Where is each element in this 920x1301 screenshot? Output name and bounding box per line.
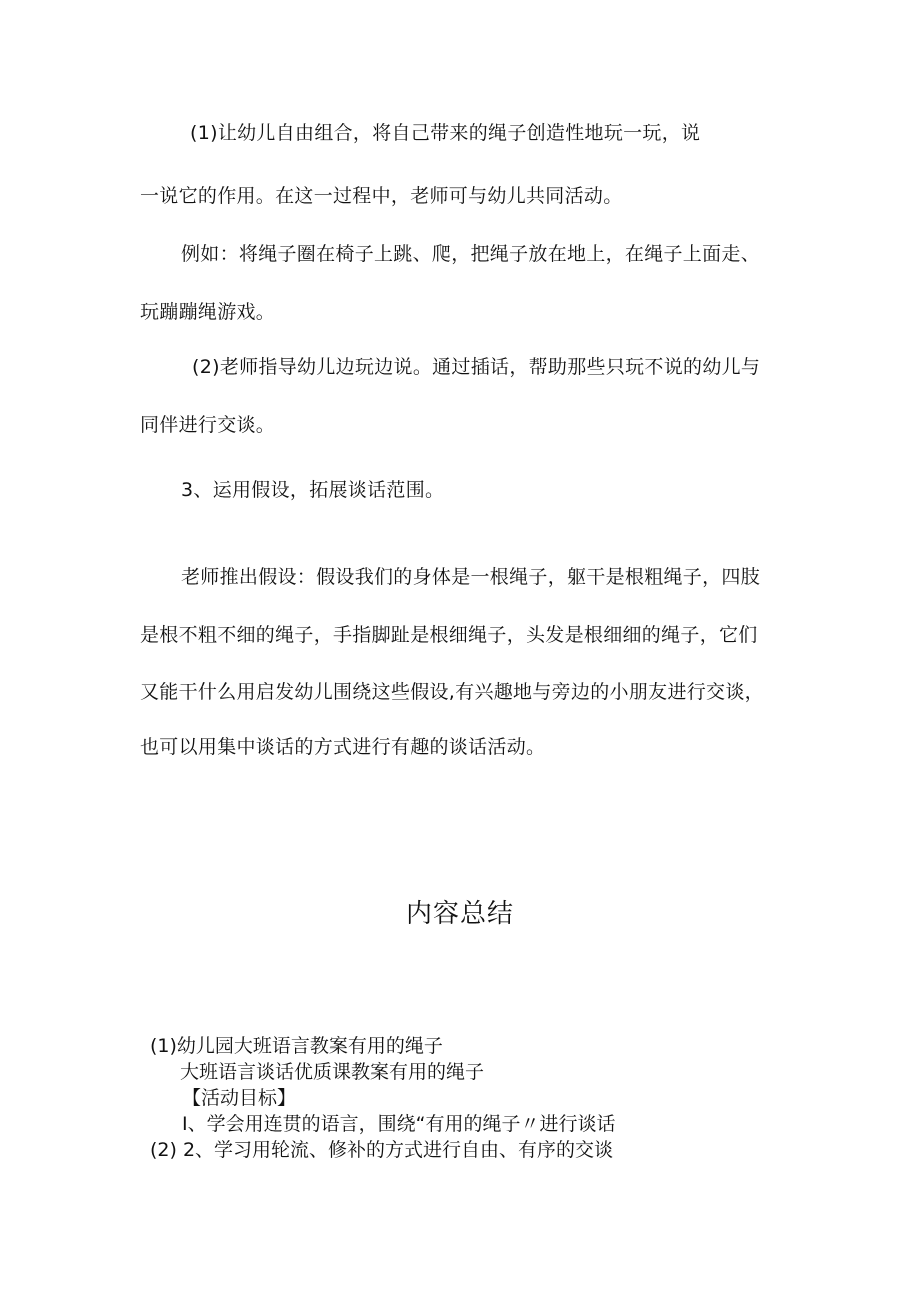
paragraph-line-2: 一说它的作用。在这一过程中，老师可与幼儿共同活动。 (140, 185, 623, 207)
paragraph-line-8: 是根不粗不细的绳子，手指脚趾是根细绳子，头发是根细细的绳子，它们 (140, 624, 758, 646)
paragraph-line-10: 也可以用集中谈话的方式进行有趣的谈话活动。 (140, 736, 546, 758)
paragraph-line-4: 玩蹦蹦绳游戏。 (140, 301, 276, 323)
paragraph-line-1: (1)让幼儿自由组合，将自己带来的绳子创造性地玩一玩，说 (190, 122, 701, 144)
paragraph-line-7: 老师推出假设：假设我们的身体是一根绳子，躯干是根粗绳子，四肢 (181, 566, 761, 588)
paragraph-line-6: 同伴进行交谈。 (140, 414, 276, 436)
summary-title: 内容总结 (405, 899, 514, 929)
paragraph-line-9: 又能干什么用启发幼儿围绕这些假设,有兴趣地与旁边的小朋友进行交谈， (140, 681, 764, 703)
paragraph-line-5: (2)老师指导幼儿边玩边说。通过插话，帮助那些只玩不说的幼儿与 (192, 356, 761, 378)
summary-line-5: (2) 2、学习用轮流、修补的方式进行自由、有序的交谈 (150, 1139, 614, 1161)
summary-line-1: (1)幼儿园大班语言教案有用的绳子 (150, 1035, 443, 1057)
summary-line-3: 【活动目标】 (182, 1087, 297, 1109)
paragraph-line-3: 例如：将绳子圈在椅子上跳、爬，把绳子放在地上，在绳子上面走、 (181, 243, 761, 265)
summary-line-2: 大班语言谈话优质课教案有用的绳子 (180, 1061, 485, 1083)
summary-line-4: I、学会用连贯的语言，围绕“有用的绳子〃进行谈话 (182, 1113, 616, 1135)
section-heading-3: 3、运用假设，拓展谈话范围。 (181, 479, 445, 501)
